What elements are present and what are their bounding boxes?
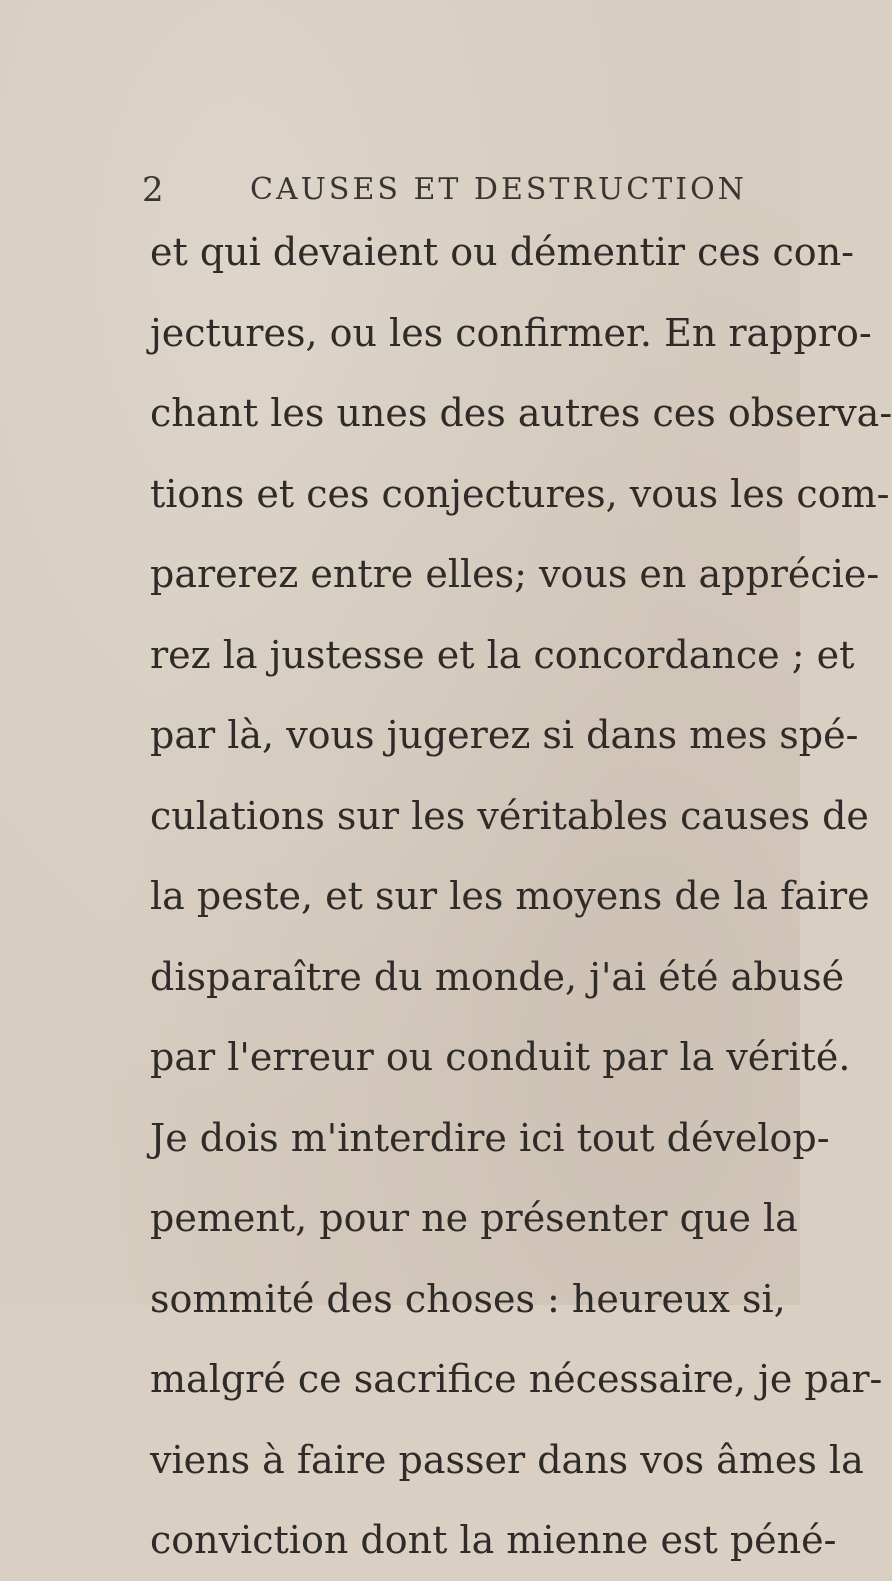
text-line: la peste, et sur les moyens de la faire bbox=[150, 874, 870, 918]
text-line: chant les unes des autres ces observa- bbox=[150, 391, 892, 435]
page-number: 2 bbox=[142, 170, 165, 210]
text-line: et qui devaient ou démentir ces con- bbox=[150, 230, 855, 274]
text-line: par là, vous jugerez si dans mes spé- bbox=[150, 713, 859, 757]
text-line: rez la justesse et la concordance ; et bbox=[150, 632, 855, 677]
text-line: culations sur les véritables causes de bbox=[150, 793, 869, 838]
text-line: malgré ce sacrifice nécessaire, je par- bbox=[150, 1357, 883, 1401]
text-line: jectures, ou les confirmer. En rappro- bbox=[150, 310, 872, 355]
text-line: conviction dont la mienne est péné- bbox=[150, 1518, 837, 1562]
text-line: disparaître du monde, j'ai été abusé bbox=[150, 954, 845, 999]
text-line: parerez entre elles; vous en apprécie- bbox=[150, 552, 880, 596]
running-head: CAUSES ET DESTRUCTION bbox=[250, 172, 747, 207]
text-line: viens à faire passer dans vos âmes la bbox=[150, 1437, 864, 1482]
body-text bbox=[150, 212, 892, 1581]
text-line: tions et ces conjectures, vous les com- bbox=[150, 471, 890, 516]
text-line: pement, pour ne présenter que la bbox=[150, 1196, 798, 1240]
text-line: Je dois m'interdire ici tout dévelop- bbox=[150, 1115, 830, 1160]
text-line: sommité des choses : heureux si, bbox=[150, 1276, 786, 1321]
text-line: par l'erreur ou conduit par la vérité. bbox=[150, 1035, 851, 1079]
